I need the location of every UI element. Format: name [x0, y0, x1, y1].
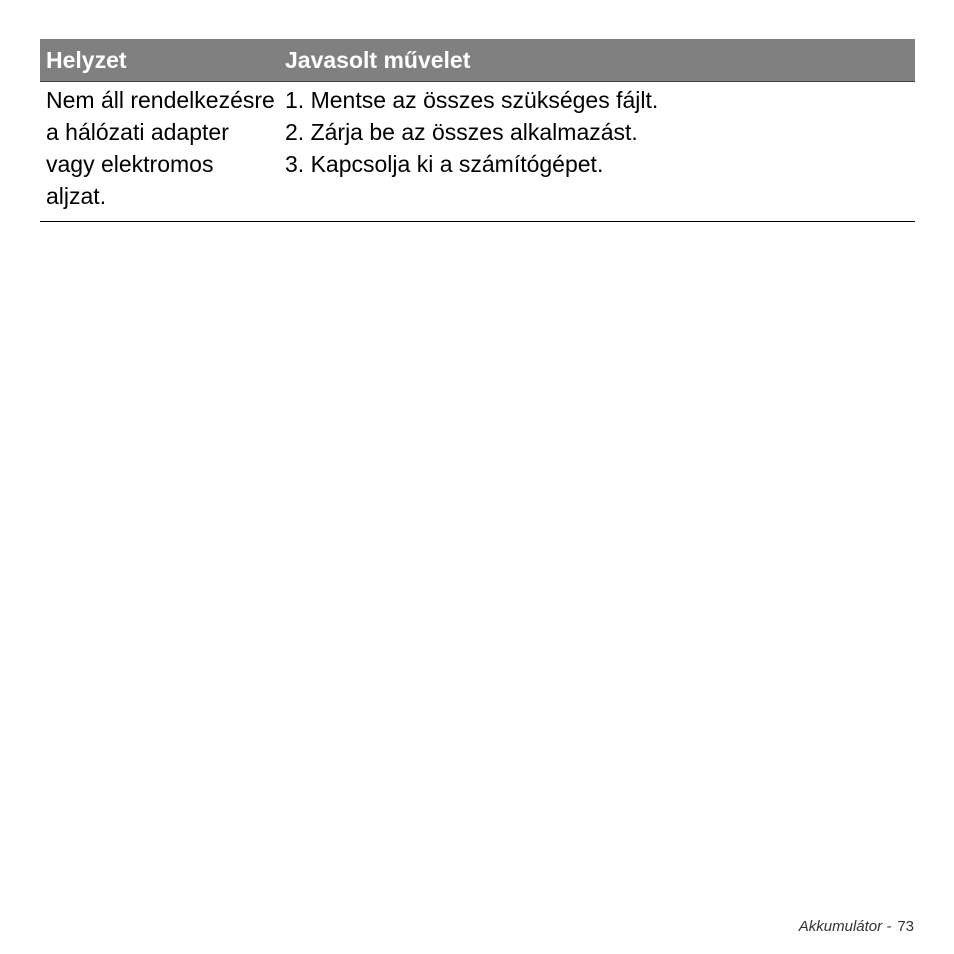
table-row: [40, 82, 915, 222]
action-step-1: 1. Mentse az összes szükséges fájlt.: [285, 87, 659, 113]
page-number: 73: [897, 918, 914, 935]
action-step-2: 2. Zárja be az összes alkalmazást.: [285, 119, 638, 145]
action-steps-list: [285, 84, 915, 180]
situation-cell: Nem áll rendelkezésre a hálózati adapter vagy elektromos aljzat.: [40, 82, 279, 222]
action-step-3: 3. Kapcsolja ki a számítógépet.: [285, 151, 604, 177]
situation-action-table: [40, 39, 915, 222]
header-action: Javasolt művelet: [279, 39, 915, 82]
page-footer: [799, 918, 914, 935]
footer-section-title: Akkumulátor -: [798, 918, 892, 935]
table-header-row: [40, 39, 915, 82]
header-situation: Helyzet: [40, 39, 279, 82]
action-cell: [279, 82, 915, 222]
